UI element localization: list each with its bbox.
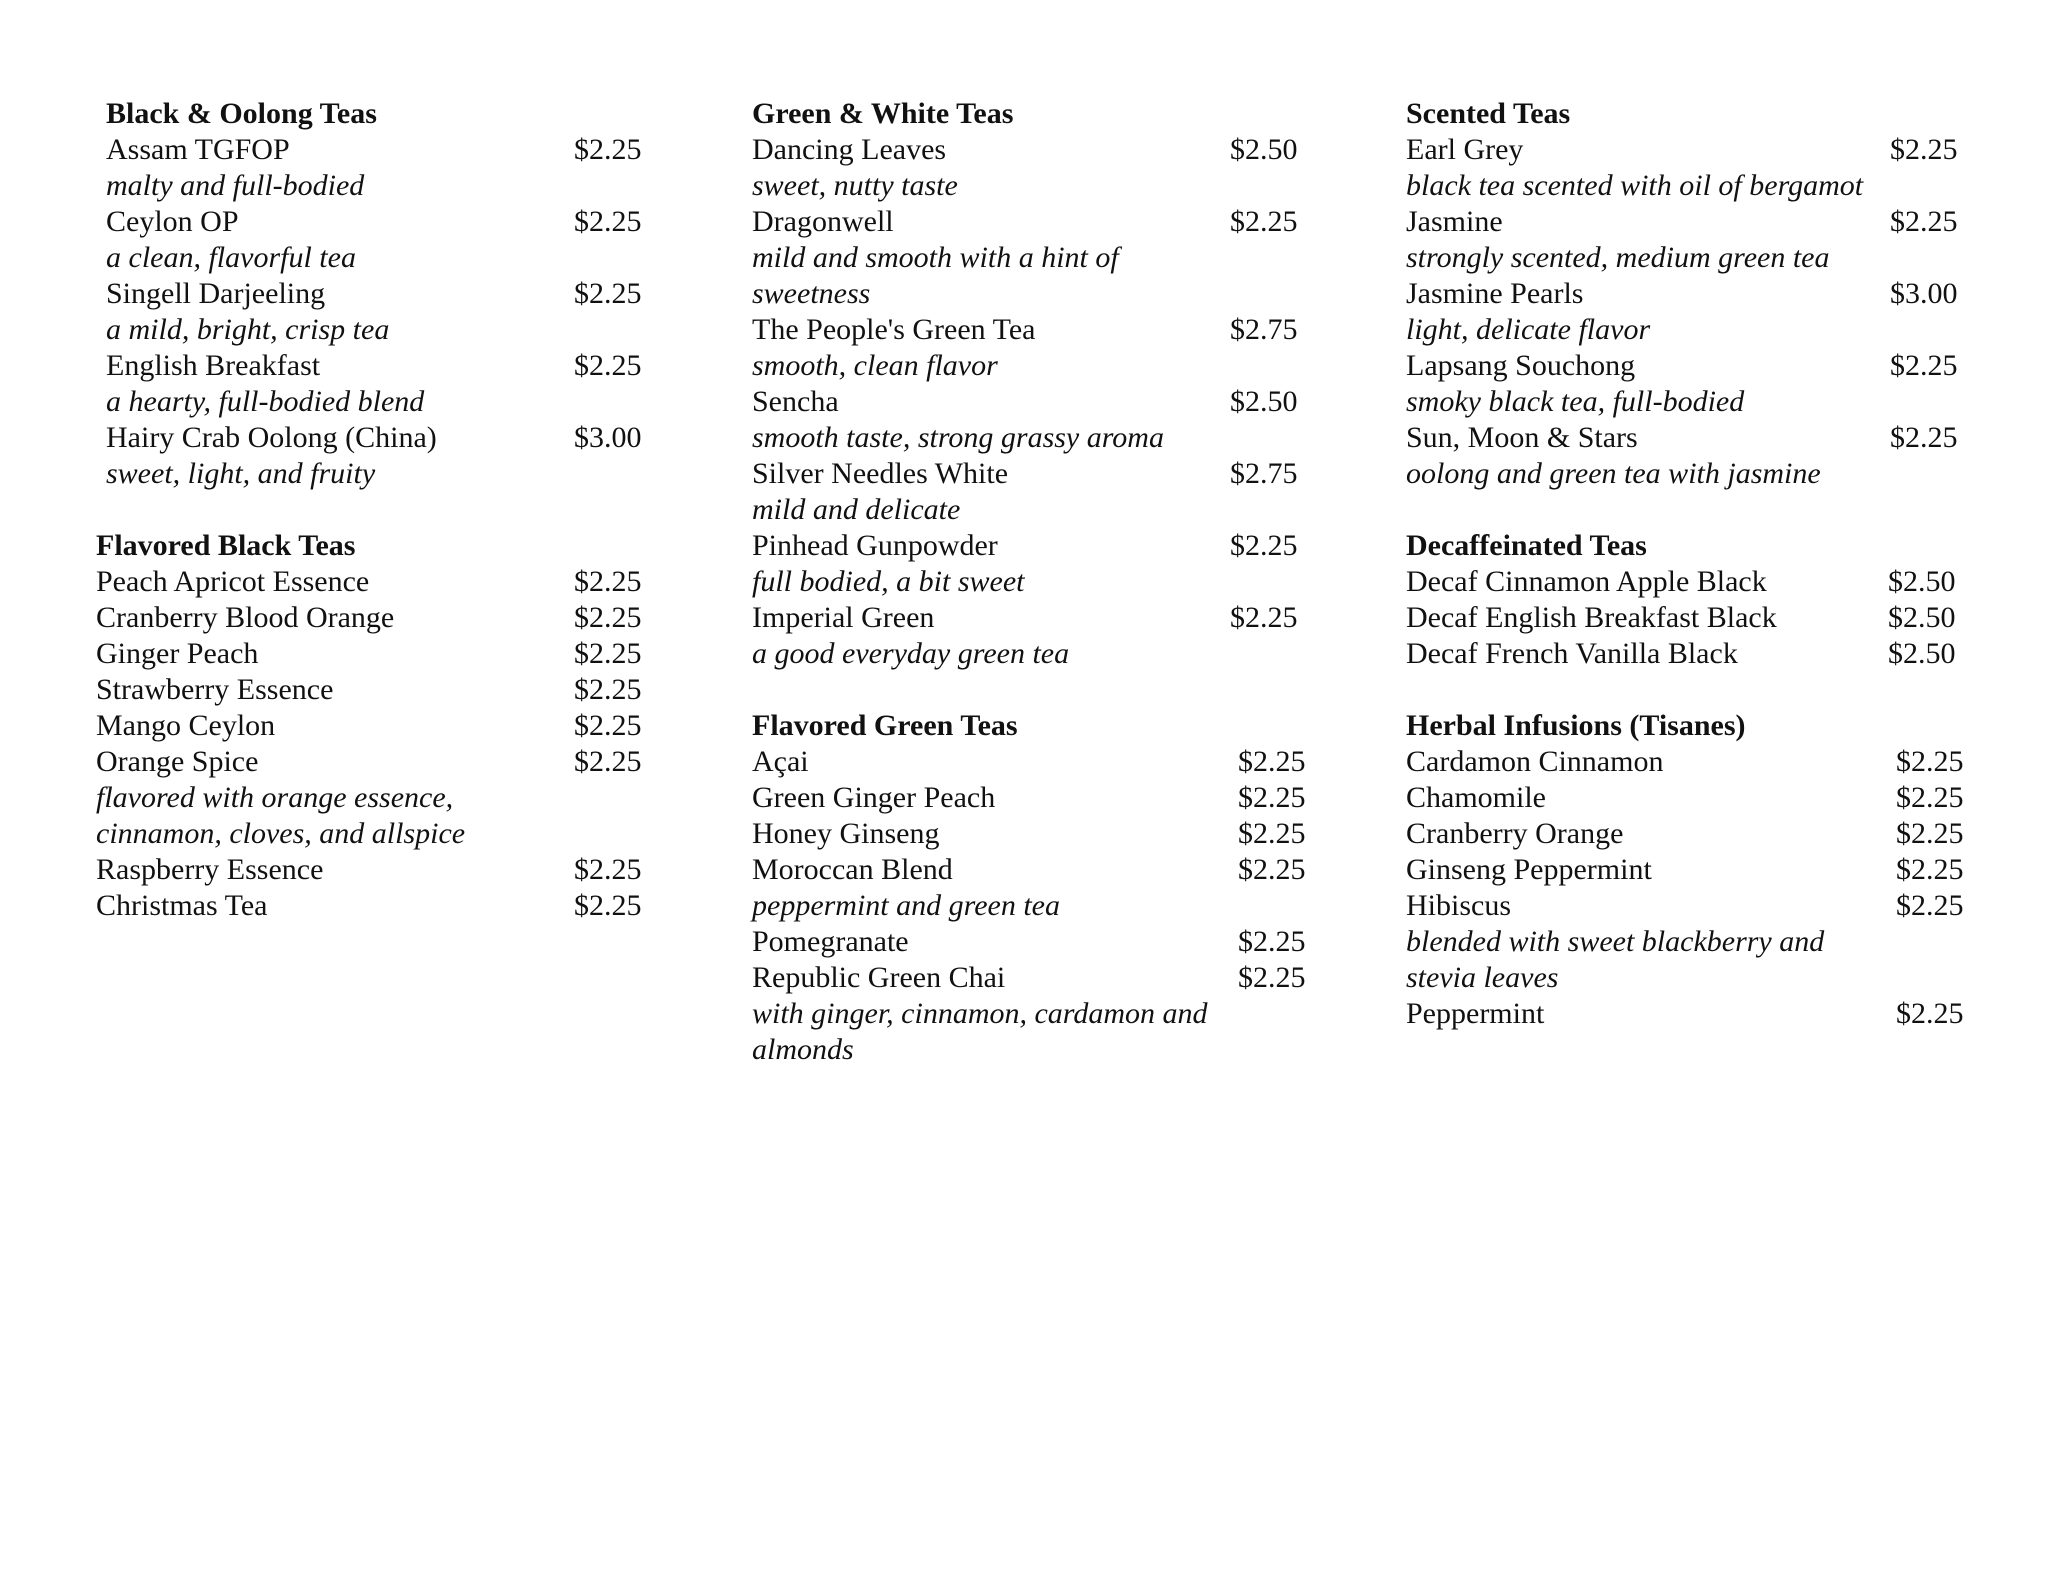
menu-item-name: Hibiscus xyxy=(1406,889,1511,922)
menu-item-description: smooth taste, strong grassy aroma xyxy=(752,421,1164,454)
menu-item-price: $2.25 xyxy=(1890,421,1958,454)
section-heading: Flavored Black Teas xyxy=(96,529,356,562)
menu-item-description: a hearty, full-bodied blend xyxy=(106,385,425,418)
menu-item-description: light, delicate flavor xyxy=(1406,313,1651,346)
menu-item-price: $2.25 xyxy=(1896,781,1964,814)
menu-item-name: Raspberry Essence xyxy=(96,853,324,886)
menu-item-name: Peach Apricot Essence xyxy=(96,565,370,598)
menu-item-price: $2.25 xyxy=(1896,853,1964,886)
menu-item-name: Ginseng Peppermint xyxy=(1406,853,1652,886)
menu-item-name: Jasmine Pearls xyxy=(1406,277,1584,310)
menu-item-price: $2.25 xyxy=(574,601,642,634)
menu-item-description: a good everyday green tea xyxy=(752,637,1070,670)
menu-item-name: Decaf Cinnamon Apple Black xyxy=(1406,565,1767,598)
menu-item-name: English Breakfast xyxy=(106,349,321,382)
menu-item-name: Green Ginger Peach xyxy=(752,781,996,814)
menu-item-description: a mild, bright, crisp tea xyxy=(106,313,390,346)
menu-item-description: malty and full-bodied xyxy=(106,169,365,202)
menu-item-price: $2.50 xyxy=(1888,637,1956,670)
menu-item-name: Imperial Green xyxy=(752,601,935,634)
menu-item-price: $3.00 xyxy=(1890,277,1958,310)
menu-item-price: $2.50 xyxy=(1888,601,1956,634)
menu-item-description: peppermint and green tea xyxy=(752,889,1060,922)
menu-item-price: $2.25 xyxy=(1896,745,1964,778)
menu-item-price: $2.25 xyxy=(1238,781,1306,814)
menu-item-name: Ginger Peach xyxy=(96,637,259,670)
menu-item-name: Orange Spice xyxy=(96,745,259,778)
menu-item-name: Ceylon OP xyxy=(106,205,239,238)
menu-item-price: $2.25 xyxy=(574,133,642,166)
section-heading: Scented Teas xyxy=(1406,97,1571,130)
menu-item-price: $2.25 xyxy=(1896,817,1964,850)
menu-item-price: $2.25 xyxy=(574,565,642,598)
menu-item-name: Singell Darjeeling xyxy=(106,277,326,310)
menu-item-name: Assam TGFOP xyxy=(106,133,290,166)
menu-item-description: cinnamon, cloves, and allspice xyxy=(96,817,466,850)
menu-item-price: $2.25 xyxy=(1230,529,1298,562)
menu-item-price: $2.50 xyxy=(1230,385,1298,418)
menu-item-price: $2.25 xyxy=(574,889,642,922)
menu-item-name: Silver Needles White xyxy=(752,457,1009,490)
menu-item-name: Earl Grey xyxy=(1406,133,1524,166)
menu-item-description: a clean, flavorful tea xyxy=(106,241,356,274)
section-heading: Green & White Teas xyxy=(752,97,1014,130)
menu-item-price: $2.25 xyxy=(574,673,642,706)
menu-item-description: flavored with orange essence, xyxy=(96,781,454,814)
menu-item-name: Christmas Tea xyxy=(96,889,268,922)
menu-item-name: Moroccan Blend xyxy=(752,853,953,886)
menu-item-description: mild and delicate xyxy=(752,493,961,526)
menu-item-name: Açai xyxy=(752,745,809,778)
menu-item-price: $2.75 xyxy=(1230,457,1298,490)
menu-item-price: $2.25 xyxy=(1890,349,1958,382)
section-heading: Herbal Infusions (Tisanes) xyxy=(1406,709,1746,742)
menu-item-name: Sencha xyxy=(752,385,839,418)
menu-item-name: Cardamon Cinnamon xyxy=(1406,745,1664,778)
menu-item-price: $2.25 xyxy=(1238,925,1306,958)
menu-item-price: $2.25 xyxy=(574,853,642,886)
menu-item-price: $2.50 xyxy=(1230,133,1298,166)
menu-item-price: $2.25 xyxy=(1890,133,1958,166)
menu-item-price: $2.25 xyxy=(1238,853,1306,886)
menu-item-description: sweet, nutty taste xyxy=(752,169,958,202)
menu-item-name: Mango Ceylon xyxy=(96,709,276,742)
menu-item-name: Jasmine xyxy=(1406,205,1503,238)
menu-item-price: $2.25 xyxy=(1238,817,1306,850)
menu-item-price: $2.25 xyxy=(1230,205,1298,238)
menu-item-name: Sun, Moon & Stars xyxy=(1406,421,1638,454)
menu-item-description: almonds xyxy=(752,1033,854,1066)
menu-item-price: $2.75 xyxy=(1230,313,1298,346)
menu-item-price: $2.25 xyxy=(574,745,642,778)
menu-item-description: smooth, clean flavor xyxy=(752,349,998,382)
section-heading: Black & Oolong Teas xyxy=(106,97,377,130)
menu-item-price: $2.25 xyxy=(1890,205,1958,238)
menu-item-price: $2.25 xyxy=(574,637,642,670)
menu-item-price: $2.25 xyxy=(574,709,642,742)
menu-item-name: Dragonwell xyxy=(752,205,894,238)
menu-item-description: stevia leaves xyxy=(1406,961,1559,994)
section-heading: Flavored Green Teas xyxy=(752,709,1018,742)
menu-item-price: $2.25 xyxy=(574,277,642,310)
menu-item-price: $3.00 xyxy=(574,421,642,454)
section-heading: Decaffeinated Teas xyxy=(1406,529,1647,562)
menu-item-name: Dancing Leaves xyxy=(752,133,947,166)
menu-item-price: $2.25 xyxy=(1230,601,1298,634)
menu-item-price: $2.25 xyxy=(1238,745,1306,778)
menu-item-price: $2.25 xyxy=(1238,961,1306,994)
menu-item-name: Republic Green Chai xyxy=(752,961,1006,994)
menu-item-description: blended with sweet blackberry and xyxy=(1406,925,1825,958)
menu-item-name: Hairy Crab Oolong (China) xyxy=(106,421,437,454)
menu-item-description: oolong and green tea with jasmine xyxy=(1406,457,1821,490)
menu-item-name: Strawberry Essence xyxy=(96,673,334,706)
menu-item-description: sweet, light, and fruity xyxy=(106,457,376,490)
menu-item-name: Chamomile xyxy=(1406,781,1546,814)
menu-item-name: Cranberry Blood Orange xyxy=(96,601,395,634)
menu-item-name: Decaf English Breakfast Black xyxy=(1406,601,1777,634)
menu-item-price: $2.50 xyxy=(1888,565,1956,598)
menu-item-description: full bodied, a bit sweet xyxy=(752,565,1025,598)
menu-item-name: Cranberry Orange xyxy=(1406,817,1624,850)
menu-item-price: $2.25 xyxy=(574,349,642,382)
menu-item-description: with ginger, cinnamon, cardamon and xyxy=(752,997,1208,1030)
menu-item-name: Pinhead Gunpowder xyxy=(752,529,998,562)
menu-item-name: Lapsang Souchong xyxy=(1406,349,1636,382)
menu-item-description: strongly scented, medium green tea xyxy=(1406,241,1830,274)
menu-item-description: sweetness xyxy=(752,277,871,310)
menu-item-name: Peppermint xyxy=(1406,997,1545,1030)
menu-item-name: The People's Green Tea xyxy=(752,313,1036,346)
menu-item-name: Honey Ginseng xyxy=(752,817,940,850)
menu-item-name: Pomegranate xyxy=(752,925,909,958)
menu-item-price: $2.25 xyxy=(1896,889,1964,922)
menu-item-description: smoky black tea, full-bodied xyxy=(1406,385,1745,418)
menu-item-price: $2.25 xyxy=(574,205,642,238)
menu-item-description: mild and smooth with a hint of xyxy=(752,241,1119,274)
menu-item-price: $2.25 xyxy=(1896,997,1964,1030)
menu-item-name: Decaf French Vanilla Black xyxy=(1406,637,1738,670)
menu-item-description: black tea scented with oil of bergamot xyxy=(1406,169,1864,202)
